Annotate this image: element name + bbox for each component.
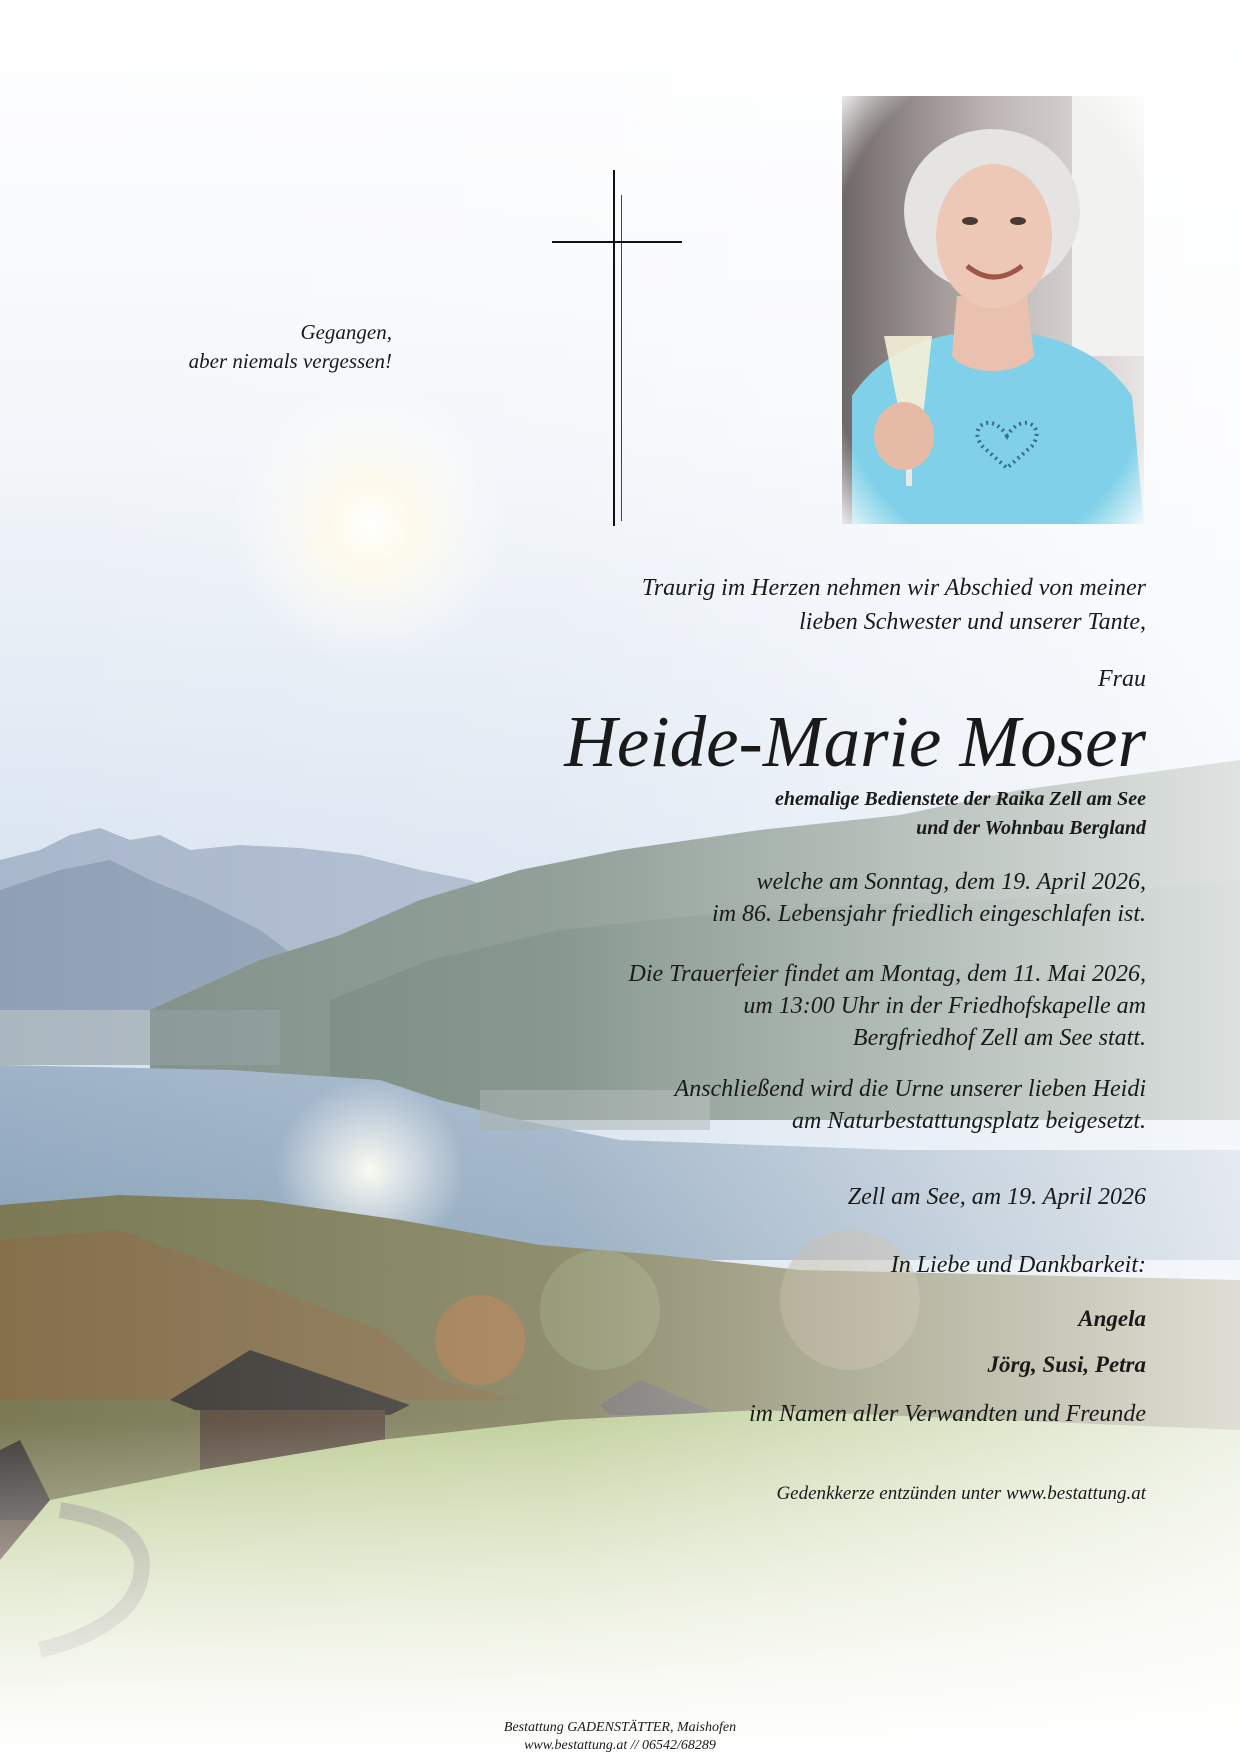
death-line: welche am Sonntag, dem 19. April 2026, xyxy=(756,869,1146,895)
cross-icon xyxy=(613,170,615,526)
occupation xyxy=(775,785,1146,843)
death-line: im 86. Lebensjahr friedlich eingeschlafen ist. xyxy=(712,901,1146,927)
occupation-line: und der Wohnbau Bergland xyxy=(916,817,1146,839)
footer xyxy=(0,1719,1240,1754)
ceremony-line: Die Trauerfeier findet am Montag, dem 11. Mai 2026, xyxy=(628,961,1146,987)
death-notice xyxy=(712,866,1146,930)
footer-company: Bestattung GADENSTÄTTER, Maishofen xyxy=(503,1720,737,1735)
intro-text xyxy=(642,571,1146,639)
mourner-name: Jörg, Susi, Petra xyxy=(987,1352,1146,1377)
deceased-name: Heide-Marie Moser xyxy=(564,701,1146,782)
place-date: Zell am See, am 19. April 2026 xyxy=(847,1184,1146,1210)
footer-contact: www.bestattung.at // 06542/68289 xyxy=(524,1738,716,1753)
cross-icon-inner-line xyxy=(621,195,622,521)
candle-note: Gedenkkerze entzünden unter www.bestattung.at xyxy=(776,1483,1146,1504)
intro-line: Traurig im Herzen nehmen wir Abschied von meiner xyxy=(641,575,1146,601)
intro-line: lieben Schwester und unserer Tante, xyxy=(799,609,1146,635)
urn-line: am Naturbestattungsplatz beigesetzt. xyxy=(792,1108,1146,1134)
cross-icon-bar xyxy=(552,241,682,243)
salutation: Frau xyxy=(1098,666,1146,692)
occupation-line: ehemalige Bedienstete der Raika Zell am See xyxy=(774,788,1146,810)
mourners-note: im Namen aller Verwandten und Freunde xyxy=(748,1401,1146,1427)
mourner-name: Angela xyxy=(1078,1306,1146,1331)
urn-info xyxy=(675,1073,1146,1137)
portrait-photo xyxy=(842,96,1144,524)
motto xyxy=(189,318,392,376)
ceremony-info xyxy=(629,958,1147,1054)
ceremony-line: Bergfriedhof Zell am See statt. xyxy=(852,1025,1146,1051)
closing-line: In Liebe und Dankbarkeit: xyxy=(890,1252,1146,1278)
motto-line: aber niemals vergessen! xyxy=(188,349,392,373)
motto-line: Gegangen, xyxy=(300,320,392,344)
ceremony-line: um 13:00 Uhr in der Friedhofskapelle am xyxy=(743,993,1146,1019)
urn-line: Anschließend wird die Urne unserer lieben Heidi xyxy=(674,1076,1146,1102)
